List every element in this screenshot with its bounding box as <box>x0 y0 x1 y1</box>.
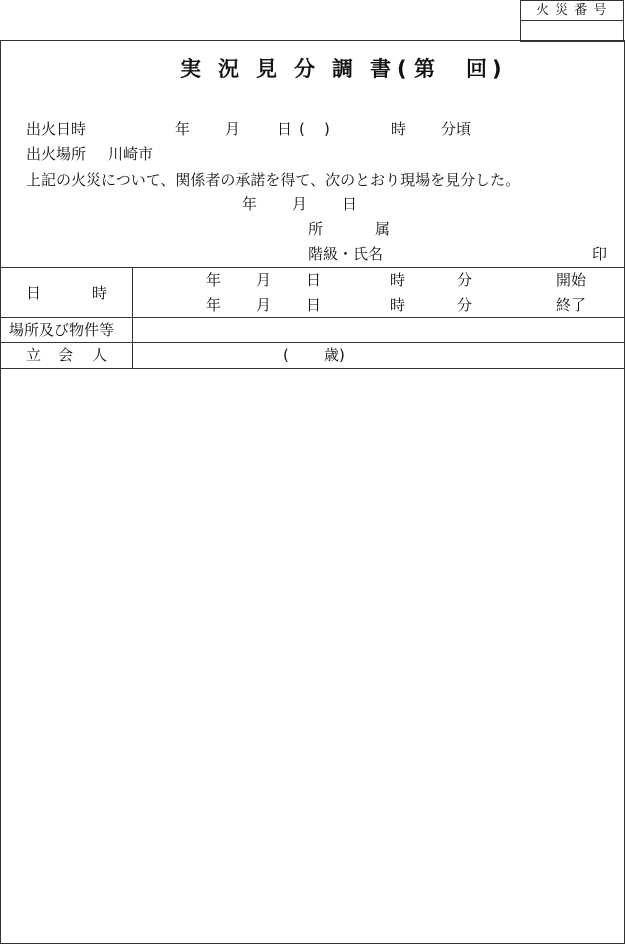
title-paren-open: ( <box>397 57 407 81</box>
start-hi: 日 <box>306 271 322 289</box>
fire-datetime-ji: 時 <box>391 120 407 138</box>
end-nen: 年 <box>206 296 222 314</box>
table-column-divider <box>132 267 133 368</box>
fire-datetime-weekday-open: ( <box>299 120 305 138</box>
title-char-5: 調 <box>332 57 353 81</box>
affiliation-sho: 所 <box>308 220 324 238</box>
table-bottom-border <box>0 368 625 369</box>
title-char-6: 書 <box>370 57 391 81</box>
fire-number-divider <box>520 20 624 21</box>
fire-datetime-weekday-close: ) <box>324 120 330 138</box>
fire-number-field[interactable] <box>522 22 622 40</box>
sign-date-nen: 年 <box>242 195 258 213</box>
start-status: 開始 <box>556 271 587 289</box>
table-row-divider-2 <box>0 342 625 343</box>
title-paren-close: ) <box>492 57 502 81</box>
fire-datetime-fun-koro: 分頃 <box>441 120 472 138</box>
witness-age-close: 歳) <box>324 346 345 364</box>
title-kai: 回 <box>466 57 487 81</box>
fire-datetime-tsuki: 月 <box>225 120 241 138</box>
end-ji: 時 <box>390 296 406 314</box>
fire-location-label: 出火場所 <box>26 145 87 163</box>
fire-datetime-nen: 年 <box>175 120 191 138</box>
table-row-divider-1 <box>0 317 625 318</box>
witness-age-open: ( <box>283 346 289 364</box>
table-top-border <box>0 267 625 268</box>
start-ji: 時 <box>390 271 406 289</box>
affiliation-zoku: 属 <box>375 220 391 238</box>
witness-label-1: 立 <box>26 346 42 364</box>
start-fun: 分 <box>457 271 473 289</box>
end-tsuki: 月 <box>256 296 272 314</box>
fire-location-city: 川崎市 <box>108 145 154 163</box>
title-char-1: 実 <box>180 57 201 81</box>
statement-text: 上記の火災について、関係者の承諾を得て、次のとおり現場を見分した。 <box>26 171 521 189</box>
sign-date-hi: 日 <box>342 195 358 213</box>
location-label: 場所及び物件等 <box>9 321 115 339</box>
sign-date-tsuki: 月 <box>292 195 308 213</box>
title-char-2: 況 <box>218 57 239 81</box>
body-writing-area[interactable] <box>2 370 622 940</box>
end-status: 終了 <box>556 296 587 314</box>
start-tsuki: 月 <box>256 271 272 289</box>
end-hi: 日 <box>306 296 322 314</box>
fire-datetime-label: 出火日時 <box>26 120 87 138</box>
title-dai: 第 <box>414 57 435 81</box>
rank-name-label: 階級・氏名 <box>308 245 384 263</box>
witness-label-2: 会 <box>58 346 74 364</box>
end-fun: 分 <box>457 296 473 314</box>
fire-datetime-hi: 日 <box>277 120 293 138</box>
fire-number-label: 火 災 番 号 <box>536 3 608 18</box>
title-char-4: 分 <box>294 57 315 81</box>
seal-mark: 印 <box>592 245 608 263</box>
title-char-3: 見 <box>256 57 277 81</box>
datetime-label-1: 日 <box>26 284 42 302</box>
start-nen: 年 <box>206 271 222 289</box>
location-field[interactable] <box>134 319 622 341</box>
datetime-label-2: 時 <box>92 284 108 302</box>
witness-label-3: 人 <box>92 346 108 364</box>
